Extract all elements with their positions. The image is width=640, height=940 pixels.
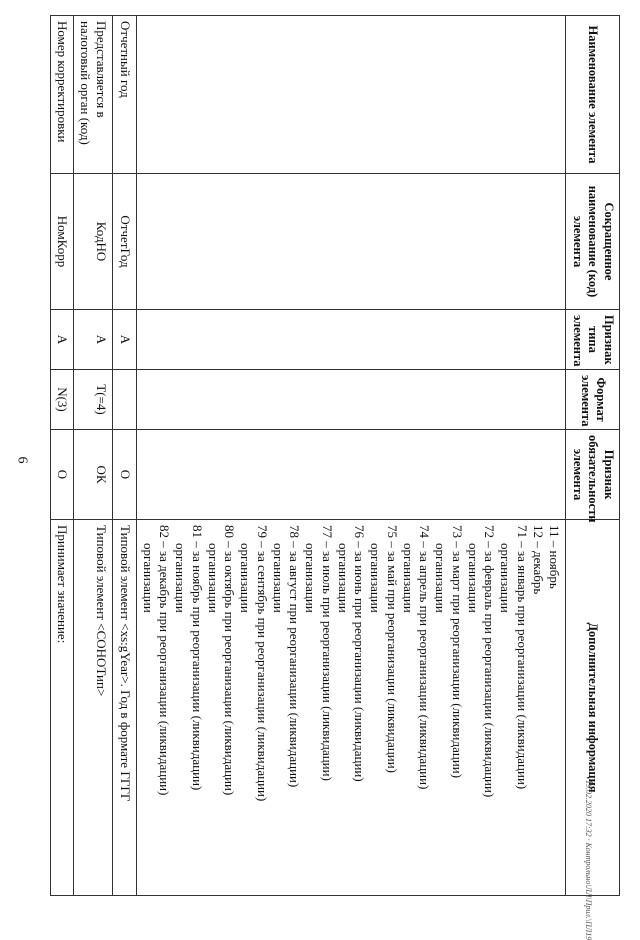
info-line: организации xyxy=(400,543,416,613)
info-line: 81 – за ноябрь при реорганизации (ликвидации) xyxy=(189,525,205,791)
cell-format: T(=4) xyxy=(73,370,113,430)
table-row xyxy=(50,16,73,896)
table-header-row xyxy=(566,16,620,896)
info-line: организации xyxy=(173,543,189,613)
footer-note: 19.02.2020 17:32 · Контрольно\ЛЛ\Прил.\ПЛ19 xyxy=(584,780,593,940)
cell-type: А xyxy=(73,310,113,370)
info-line: 80 – за октябрь при реорганизации (ликвидации) xyxy=(222,525,238,796)
info-line: 82 – за декабрь при реорганизации (ликвидации) xyxy=(157,525,173,796)
info-line: 73 – за март при реорганизации (ликвидации) xyxy=(449,525,465,779)
info-line: организации xyxy=(433,543,449,613)
table-row xyxy=(113,16,136,896)
info-list-cell xyxy=(136,520,566,896)
cell-type: А xyxy=(50,310,73,370)
info-line: 74 – за апрель при реорганизации (ликвидации) xyxy=(417,525,433,790)
info-line: организации xyxy=(270,543,286,613)
cell-code: ОтчетГод xyxy=(113,174,136,310)
cell-code: НомКорр xyxy=(50,174,73,310)
info-line: 77 – за июль при реорганизации (ликвидации) xyxy=(319,525,335,781)
header-required: Признак обязательности элемента xyxy=(566,430,620,520)
info-line: организации xyxy=(498,543,514,613)
cell-name: Представляется в налоговый орган (код) xyxy=(73,16,113,174)
cell-format: N(3) xyxy=(50,370,73,430)
header-info: Дополнительная информация xyxy=(566,520,620,896)
info-line: организации xyxy=(465,543,481,613)
header-format: Формат элемента xyxy=(566,370,620,430)
info-line: 12 – декабрь xyxy=(530,525,546,595)
cell-name: Номер корректировки xyxy=(50,16,73,174)
info-line: организации xyxy=(140,543,156,613)
info-line: организации xyxy=(368,543,384,613)
page-number: 6 xyxy=(14,456,30,464)
cell-required: О xyxy=(113,430,136,520)
info-line: 11 – ноябрь xyxy=(547,525,563,589)
header-type: Признак типа элемента xyxy=(566,310,620,370)
info-line: организации xyxy=(303,543,319,613)
info-line: 79 – за сентябрь при реорганизации (ликвидации) xyxy=(254,525,270,802)
cell-info: Типовой элемент <СОНОТип> xyxy=(73,520,113,896)
info-line: 76 – за июнь при реорганизации (ликвидации) xyxy=(352,525,368,782)
cell-type: А xyxy=(113,310,136,370)
rotated-table-container xyxy=(20,15,620,895)
info-line: организации xyxy=(205,543,221,613)
cell-name: Отчетный год xyxy=(113,16,136,174)
cell-format xyxy=(113,370,136,430)
cell-required: ОК xyxy=(73,430,113,520)
elements-table xyxy=(50,15,620,896)
header-code: Сокращенное наименование (код) элемента xyxy=(566,174,620,310)
info-line: 72 – за февраль при реорганизации (ликвидации) xyxy=(482,525,498,798)
cell-info: Принимает значение: xyxy=(50,520,73,896)
info-line: 75 – за май при реорганизации (ликвидации) xyxy=(384,525,400,774)
info-line: 71 – за январь при реорганизации (ликвидации) xyxy=(514,525,530,790)
info-line: 78 – за август при реорганизации (ликвидации) xyxy=(287,525,303,788)
table-row xyxy=(73,16,113,896)
info-line: организации xyxy=(238,543,254,613)
cell-code: КодНО xyxy=(73,174,113,310)
table-row xyxy=(136,16,566,896)
cell-info: Типовой элемент <xs:gYear>. Год в формате ГГГГ xyxy=(113,520,136,896)
info-line: организации xyxy=(335,543,351,613)
header-name: Наименование элемента xyxy=(566,16,620,174)
cell-required: О xyxy=(50,430,73,520)
